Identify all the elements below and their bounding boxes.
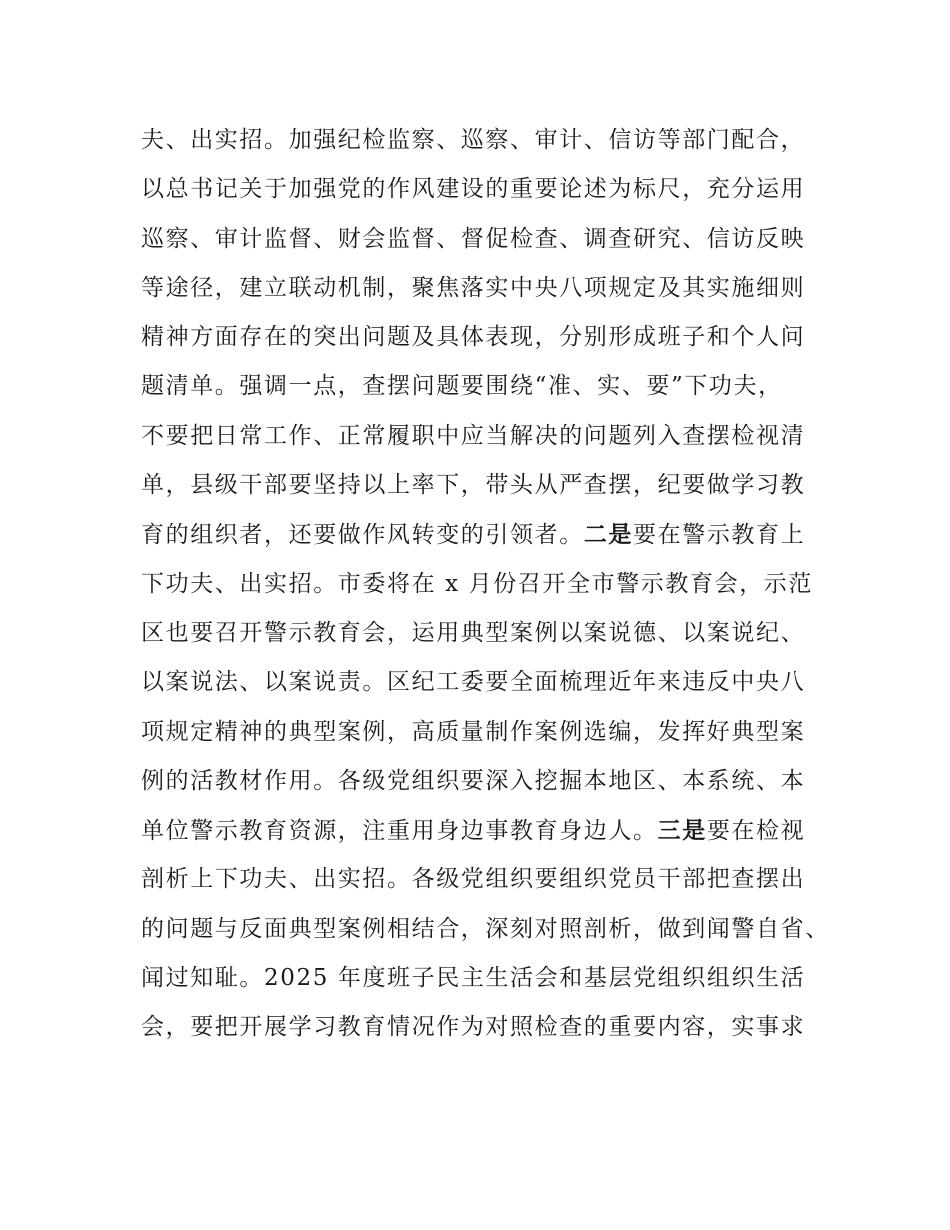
text-line: 以案说法、以案说责。区纪工委要全面梳理近年来违反中央八 xyxy=(141,669,806,696)
text-line: 单，县级干部要坚持以上率下，带头从严查摆，纪要做学习教 xyxy=(141,472,806,499)
emphasis-label: 三是 xyxy=(657,817,707,845)
document-body xyxy=(141,116,830,1053)
text-line xyxy=(141,510,821,559)
text-line: 不要把日常工作、正常履职中应当解决的问题列入查摆检视清 xyxy=(141,422,806,449)
text-line: 剖析上下功夫、出实招。各级党组织要组织党员干部把查摆出 xyxy=(141,866,806,893)
text-segment: 要在检视 xyxy=(706,818,806,845)
text-line: 等途径，建立联动机制，聚焦落实中央八项规定及其实施细则 xyxy=(141,274,806,301)
text-line: 会，要把开展学习教育情况作为对照检查的重要内容，实事求 xyxy=(141,1014,806,1041)
text-segment: 单位警示教育资源，注重用身边事教育身边人。 xyxy=(141,818,658,845)
text-line: 夫、出实招。加强纪检监察、巡察、审计、信访等部门配合， xyxy=(141,127,806,153)
text-line: 以总书记关于加强党的作风建设的重要论述为标尺，充分运用 xyxy=(141,176,806,203)
emphasis-label: 二是 xyxy=(583,521,634,549)
text-line: 闻过知耻。2025 年度班子民主生活会和基层党组织组织生活 xyxy=(141,965,806,992)
text-line: 精神方面存在的突出问题及具体表现，分别形成班子和个人问 xyxy=(141,324,806,351)
text-line: 下功夫、出实招。市委将在 x 月份召开全市警示教育会，示范 xyxy=(141,570,813,597)
text-line: 的问题与反面典型案例相结合，深刻对照剖析，做到闻警自省、 xyxy=(141,915,830,942)
text-segment: 要在警示教育上 xyxy=(633,522,806,549)
text-line: 项规定精神的典型案例，高质量制作案例选编，发挥好典型案 xyxy=(141,718,806,745)
text-line xyxy=(141,806,821,855)
text-line: 例的活教材作用。各级党组织要深入挖掘本地区、本系统、本 xyxy=(141,767,806,794)
text-segment: 育的组织者，还要做作风转变的引领者。 xyxy=(141,522,584,549)
text-line: 区也要召开警示教育会，运用典型案例以案说德、以案说纪、 xyxy=(141,619,806,646)
text-line: 题清单。强调一点，查摆问题要围绕“准、实、要”下功夫， xyxy=(141,373,783,400)
text-line: 巡察、审计监督、财会监督、督促检查、调查研究、信访反映 xyxy=(141,225,806,252)
